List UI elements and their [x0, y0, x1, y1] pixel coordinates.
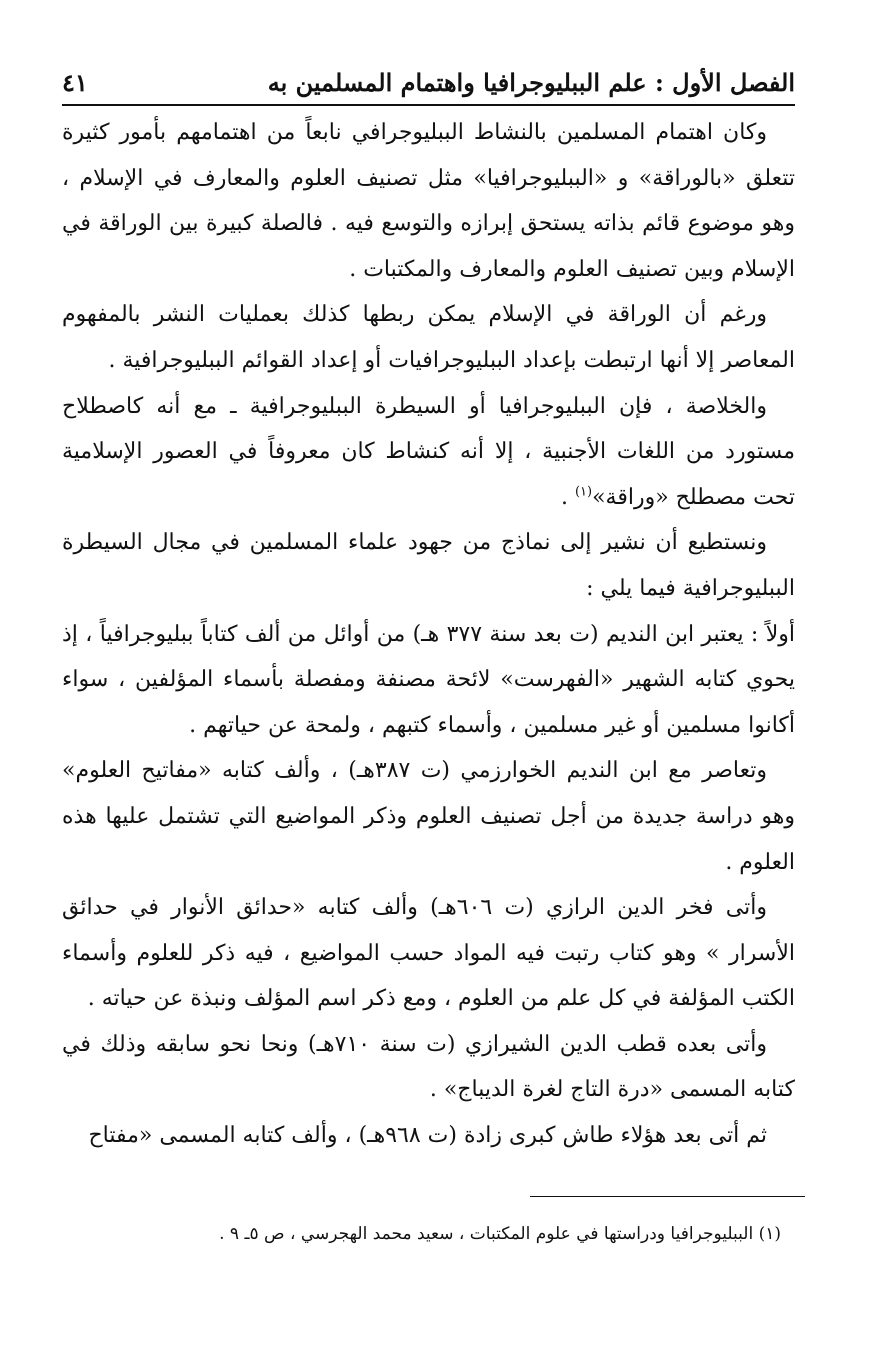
- paragraph-3: [62, 384, 795, 521]
- paragraph-5: أولاً : يعتبر ابن النديم (ت بعد سنة ٣٧٧ هـ) من أوائل من ألف كتاباً ببليوجرافياً ، إذ يحوي كتابه الشهير «الفهرست» لائحة مصنفة ومفصلة بأسماء المؤلفين ، سواء أكانوا مسلمين أو غير مسلمين ، وأسماء كتبهم ، ولمحة عن حياتهم .: [62, 621, 795, 738]
- page-number: ٤١: [62, 68, 88, 97]
- paragraph-1: وكان اهتمام المسلمين بالنشاط الببليوجرافي نابعاً من اهتمامهم بأمور كثيرة تتعلق «بالوراقة» و «الببليوجرافيا» مثل تصنيف العلوم والمعارف في الإسلام ، وهو موضوع قائم بذاته يستحق إبرازه والتوسع فيه . فالصلة كبيرة بين الوراقة في الإسلام وبين تصنيف العلوم والمعارف والمكتبات .: [62, 120, 795, 282]
- paragraph-9: ثم أتى بعد هؤلاء طاش كبرى زادة (ت ٩٦٨هـ) ، وألف كتابه المسمى «مفتاح: [88, 1123, 767, 1149]
- paragraph-2: ورغم أن الوراقة في الإسلام يمكن ربطها كذلك بعمليات النشر بالمفهوم المعاصر إلا أنها ارتبطت بإعداد الببليوجرافيات أو إعداد القوائم الببليوجرافية .: [62, 302, 795, 373]
- footnote: (١) الببليوجرافيا ودراستها في علوم المكتبات ، سعيد محمد الهجرسي ، ص ٥ـ ٩ .: [219, 1224, 781, 1244]
- paragraph-3-tail: .: [560, 484, 575, 510]
- header-divider: [62, 104, 795, 106]
- page-header: [62, 62, 795, 102]
- paragraph-8: وأتى بعده قطب الدين الشيرازي (ت سنة ٧١٠هـ) ونحا نحو سابقه وذلك في كتابه المسمى «درة التاج لغرة الديباج» .: [62, 1031, 795, 1103]
- chapter-title: الفصل الأول : علم الببليوجرافيا واهتمام المسلمين به: [267, 68, 795, 97]
- footnote-reference: (١): [574, 484, 593, 500]
- body-text: [62, 110, 795, 1159]
- paragraph-7: وأتى فخر الدين الرازي (ت ٦٠٦هـ) وألف كتابه «حدائق الأنوار في حدائق الأسرار » وهو كتاب رتبت فيه المواد حسب المواضيع ، فيه ذكر للعلوم وأسماء الكتب المؤلفة في كل علم من العلوم ، ومع ذكر اسم المؤلف ونبذة عن حياته .: [62, 895, 795, 1012]
- paragraph-4: ونستطيع أن نشير إلى نماذج من جهود علماء المسلمين في مجال السيطرة الببليوجرافية فيما يلي :: [62, 530, 795, 601]
- paragraph-6: وتعاصر مع ابن النديم الخوارزمي (ت ٣٨٧هـ) ، وألف كتابه «مفاتيح العلوم» وهو دراسة جديدة من أجل تصنيف العلوم وذكر المواضيع التي تشتمل عليها هذه العلوم .: [62, 758, 795, 875]
- footnote-divider: [530, 1196, 805, 1197]
- paragraph-3-text: والخلاصة ، فإن الببليوجرافيا أو السيطرة الببليوجرافية ـ مع أنه كاصطلاح مستورد من اللغات الأجنبية ، إلا أنه كنشاط كان معروفاً في العصور الإسلامية تحت مصطلح «وراقة»: [62, 393, 795, 510]
